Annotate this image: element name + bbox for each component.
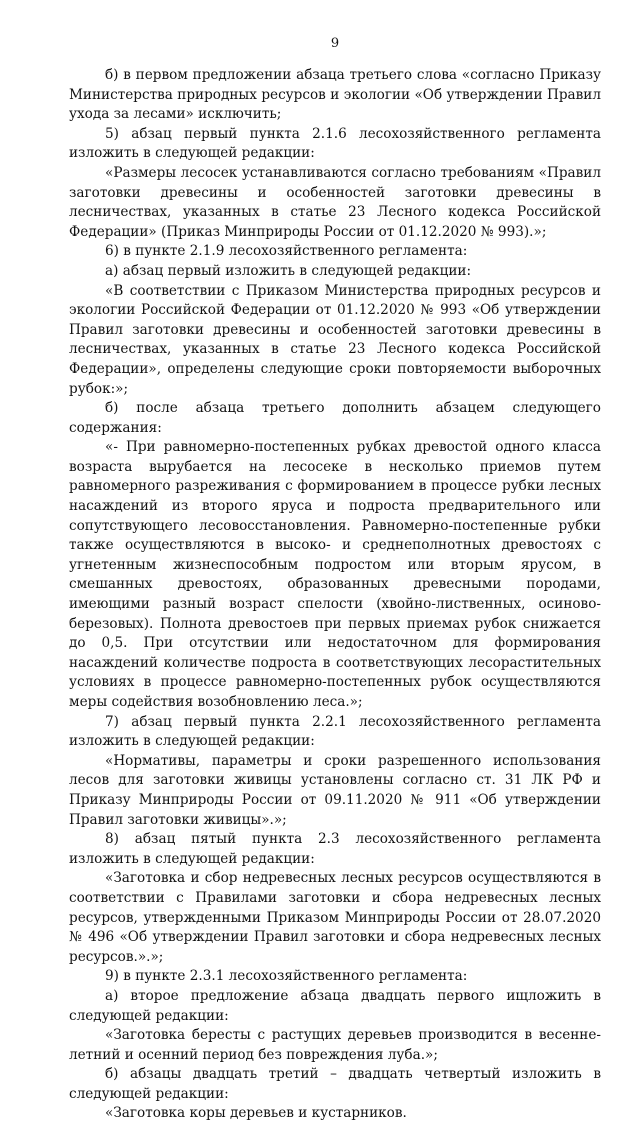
paragraph: «В соответствии с Приказом Министерства природных ресурсов и экологии Российской Федерации от 01.12.2020 № 993 «Об утверждении Правил заготовки древесины и особенностей заготовки древесины в лесничествах, указанных в статье 23 Лесного кодекса Российской Федерации», определены следующие сроки повторяемости выборочных рубок:»; [69, 282, 601, 397]
paragraph: «Заготовка коры деревьев и кустарников. [105, 1105, 407, 1122]
paragraph: б) после абзаца третьего дополнить абзацем следующего содержания: [69, 400, 601, 436]
paragraph: б) в первом предложении абзаца третьего слова «согласно Приказу Министерства природных ресурсов и экологии «Об утверждении Правил ухода за лесами» исключить; [69, 67, 601, 123]
paragraph: 7) абзац первый пункта 2.2.1 лесохозяйственного регламента изложить в следующей редакции: [69, 713, 601, 750]
paragraph: «Нормативы, параметры и сроки разрешенного использования лесов для заготовки живицы установлены согласно ст. 31 ЛК РФ и Приказу Минприроды России от 09.11.2020 № 911 «Об утверждении Правил заготовки живицы».»; [69, 752, 601, 828]
paragraph: а) абзац первый изложить в следующей редакции: [105, 262, 472, 279]
paragraph: 8) абзац пятый пункта 2.3 лесохозяйственного регламента изложить в следующей редакции: [69, 831, 601, 867]
paragraph: «Заготовка бересты с растущих деревьев производится в весенне-летний и осенний период без повреждения луба.»; [69, 1027, 601, 1063]
paragraph: 9) в пункте 2.3.1 лесохозяйственного регламента: [105, 968, 468, 985]
paragraph: а) второе предложение абзаца двадцать первого ищложить в следующей редакции: [69, 987, 601, 1024]
paragraph: «- При равномерно-постепенных рубках древостой одного класса возраста вырубается на лесосеке в несколько приемов путем равномерного разреживания с формированием в процессе рубки лесных насаждений из второго яруса и подроста предварительного или сопутствующего лесовосстановления. Равномерно-постепенные рубки также осуществляются в высоко- и среднеполнотных древостоях с угнетенным жизнеспособным подростом или вторым ярусом, в смешанных древостоях, образованных древесными породами, имеющими разный возраст спелости (хвойно-лиственных, осиново-березовых). Полнота древостоев при первых приемах рубок снижается до 0,5. При отсутствии или недостаточном для формирования насаждений количестве подроста в соответствующих лесорастительных условиях в процессе равномерно-постепенных рубок осуществляются меры содействия возобновлению леса.»; [69, 439, 601, 710]
paragraph: 6) в пункте 2.1.9 лесохозяйственного регламента: [105, 243, 468, 260]
page-number: 9 [330, 36, 340, 51]
paragraph: «Размеры лесосек устанавливаются согласно требованиям «Правил заготовки древесины и особенностей заготовки древесины в лесничествах, указанных в статье 23 Лесного кодекса Российской Федерации» (Приказ Минприроды России от 01.12.2020 № 993).»; [69, 164, 601, 240]
document-page [69, 36, 601, 1124]
paragraph: 5) абзац первый пункта 2.1.6 лесохозяйственного регламента изложить в следующей редакции: [69, 125, 601, 162]
paragraph: б) абзацы двадцать третий – двадцать четвертый изложить в следующей редакции: [69, 1066, 601, 1102]
paragraph: «Заготовка и сбор недревесных лесных ресурсов осуществляются в соответствии с Правилами заготовки и сбора недревесных лесных ресурсов, утвержденными Приказом Минприроды России от 28.07.2020 № 496 «Об утверждении Правил заготовки и сбора недревесных лесных ресурсов.».»; [69, 870, 601, 965]
